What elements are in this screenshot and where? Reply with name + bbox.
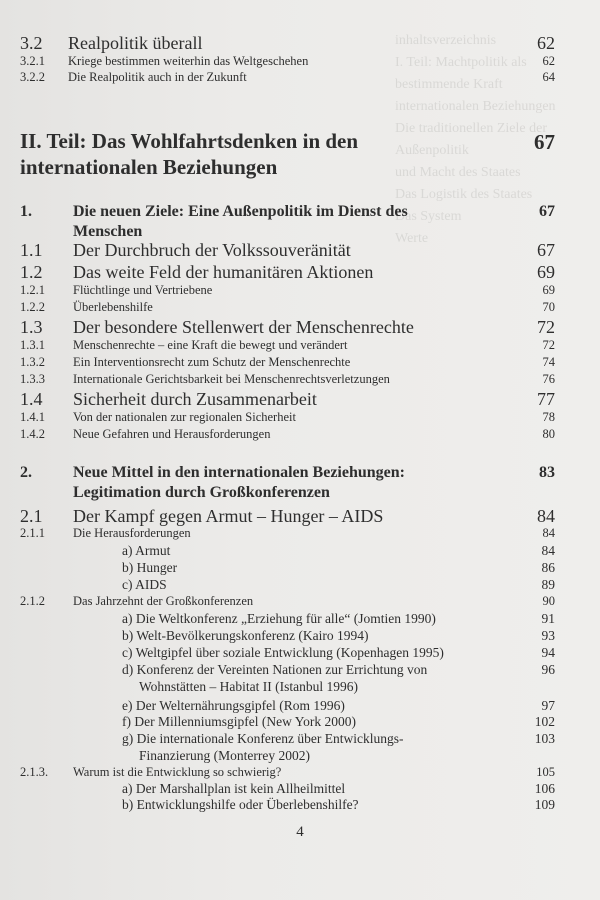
entry-page: 84 [542, 526, 555, 540]
entry-page: 90 [542, 594, 555, 608]
entry-title: Internationale Gerichtsbarkeit bei Menschenrechtsverletzungen [73, 372, 390, 386]
entry-title: Ein Interventionsrecht zum Schutz der Menschenrechte [73, 355, 351, 369]
entry-page: 69 [537, 262, 555, 282]
entry-title: Sicherheit durch Zusammenarbeit [73, 389, 317, 409]
entry-number: 1.3 [20, 317, 43, 337]
part-title: II. Teil: Das Wohlfahrtsdenken in den internationalen Beziehungen [20, 129, 359, 179]
page-number: 4 [296, 824, 304, 840]
entry-number: 2.1.1 [20, 526, 45, 540]
entry-number: 1.4.1 [20, 410, 45, 424]
entry-title: a) Die Weltkonferenz „Erziehung für alle“ (Jomtien 1990) [122, 611, 436, 626]
entry-number: 2.1 [20, 506, 43, 526]
entry-page: 67 [539, 203, 555, 220]
entry-title: b) Welt-Bevölkerungskonferenz (Kairo 1994) [122, 628, 369, 643]
entry-title: f) Der Millenniumsgipfel (New York 2000) [122, 714, 356, 729]
entry-page: 84 [541, 543, 555, 558]
entry-page: 64 [542, 70, 555, 84]
entry-title: b) Entwicklungshilfe oder Überlebenshilfe? [122, 797, 359, 812]
entry-page: 67 [537, 240, 555, 260]
entry-page: 106 [534, 781, 555, 796]
entry-page: 72 [542, 338, 555, 352]
entry-title: Die Realpolitik auch in der Zukunft [68, 70, 247, 84]
entry-title: b) Hunger [122, 560, 178, 575]
show-through-text: inhaltsverzeichnis I. Teil: Machtpolitik als bestimmende Kraft internationalen Beziehungen Die traditionellen Ziele der Außenpolitik und Macht des Staates Das Logistik des Staates Das System Werte [395, 33, 556, 246]
entry-page: 77 [537, 389, 555, 409]
entry-title-continuation: Wohnstätten – Habitat II (Istanbul 1996) [139, 679, 358, 694]
entry-number: 1.2.1 [20, 283, 45, 297]
entry-title: Warum ist die Entwicklung so schwierig? [73, 765, 282, 779]
entry-title: a) Der Marshallplan ist kein Allheilmittel [122, 781, 346, 796]
entry-title: g) Die internationale Konferenz über Entwicklungs- [122, 731, 404, 746]
entry-page: 102 [534, 714, 555, 729]
entry-title: Das Jahrzehnt der Großkonferenzen [73, 594, 254, 608]
entry-number: 2.1.3. [20, 765, 49, 779]
entry-number: 1.3.1 [20, 338, 45, 352]
entry-page: 96 [541, 662, 555, 677]
entry-title-continuation: Finanzierung (Monterrey 2002) [139, 748, 310, 763]
entry-title: d) Konferenz der Vereinten Nationen zur Errichtung von [122, 662, 428, 677]
entry-title: Von der nationalen zur regionalen Sicherheit [73, 410, 296, 424]
entry-page: 105 [536, 765, 555, 779]
entry-page: 91 [541, 611, 555, 626]
entry-page: 84 [537, 506, 555, 526]
entry-page: 74 [542, 355, 555, 369]
entry-title: Neue Gefahren und Herausforderungen [73, 427, 271, 441]
entry-page: 76 [542, 372, 555, 386]
entry-title: Neue Mittel in den internationalen Beziehungen: Legitimation durch Großkonferenzen [73, 464, 405, 501]
entry-page: 93 [541, 628, 555, 643]
entry-number: 1.3.3 [20, 372, 45, 386]
entry-number: 1.3.2 [20, 355, 45, 369]
entry-number: 1.2 [20, 262, 43, 282]
entry-number: 1.4.2 [20, 427, 45, 441]
entry-title: Das weite Feld der humanitären Aktionen [73, 262, 374, 282]
entry-title: Der Durchbruch der Volkssouveränität [73, 240, 351, 260]
entry-title: Flüchtlinge und Vertriebene [73, 283, 213, 297]
entry-number: 1. [20, 203, 32, 220]
entry-title: e) Der Welternährungsgipfel (Rom 1996) [122, 698, 345, 713]
entry-page: 70 [542, 300, 555, 314]
entry-title: Der besondere Stellenwert der Menschenrechte [73, 317, 414, 337]
entry-title: Die neuen Ziele: Eine Außenpolitik im Dienst des Menschen [73, 203, 408, 240]
entry-page: 86 [541, 560, 555, 575]
entry-page: 83 [539, 464, 555, 481]
entry-page: 109 [534, 797, 555, 812]
entry-page: 97 [541, 698, 555, 713]
entry-title: Überlebenshilfe [73, 300, 153, 314]
entry-page: 94 [541, 645, 555, 660]
entry-title: Der Kampf gegen Armut – Hunger – AIDS [73, 506, 384, 526]
entry-page: 62 [537, 33, 555, 53]
entry-page: 62 [542, 54, 555, 68]
entry-number: 1.4 [20, 389, 43, 409]
entry-title: Kriege bestimmen weiterhin das Weltgeschehen [68, 54, 309, 68]
entry-page: 103 [534, 731, 555, 746]
entry-page: 69 [542, 283, 555, 297]
entry-page: 80 [542, 427, 555, 441]
entry-page: 72 [537, 317, 555, 337]
entry-page: 89 [541, 577, 555, 592]
entry-title: c) Weltgipfel über soziale Entwicklung (Kopenhagen 1995) [122, 645, 444, 660]
entry-number: 1.2.2 [20, 300, 45, 314]
entry-title: a) Armut [122, 543, 171, 558]
entry-number: 2.1.2 [20, 594, 45, 608]
entry-title: Menschenrechte – eine Kraft die bewegt und verändert [73, 338, 348, 352]
entry-page: 67 [534, 130, 555, 154]
entry-page: 78 [542, 410, 555, 424]
entry-number: 3.2 [20, 33, 43, 53]
entry-number: 2. [20, 464, 32, 481]
entry-number: 3.2.1 [20, 54, 45, 68]
entry-number: 3.2.2 [20, 70, 45, 84]
entry-number: 1.1 [20, 240, 43, 260]
entry-title: c) AIDS [122, 577, 167, 592]
entry-title: Die Herausforderungen [73, 526, 191, 540]
entry-title: Realpolitik überall [68, 33, 203, 53]
